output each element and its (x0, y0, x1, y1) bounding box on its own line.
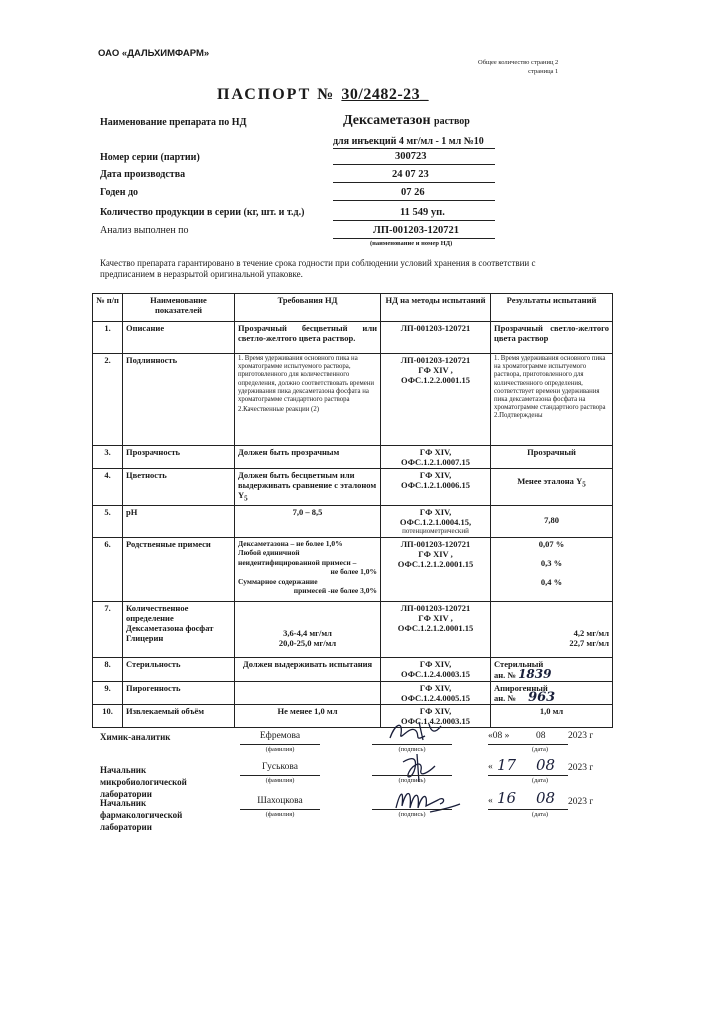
method-line: ГФ XIV, (419, 705, 452, 716)
ph-result: 7,80 (544, 514, 559, 525)
row-num: 10. (93, 704, 123, 727)
sig-date-month: 08 (536, 756, 556, 774)
table-row (93, 354, 613, 446)
method-line: ГФ XIV, (419, 470, 452, 480)
total-pages: Общее количество страниц 2 (478, 59, 559, 66)
color-result: Менее эталона (517, 476, 574, 486)
sig-date-day-hand: 17 (497, 756, 517, 774)
row-result: 1,0 мл (491, 704, 613, 727)
method-line: ОФС.1.2.4.0003.15 (400, 668, 471, 679)
row-name: Извлекаемый объём (123, 704, 235, 727)
document-title: ПАСПОРТ № 30/2482-23_ (217, 86, 429, 103)
header-results: Результаты испытаний (491, 294, 613, 322)
batch-label: Номер серии (партии) (100, 152, 200, 163)
method-line: ЛП-001203-120721 (400, 355, 471, 365)
method-line: ГФ XIV , (418, 365, 453, 375)
identity-result-1: 1. Время удерживания основного пика на хроматограмме испытуемого раствора, приготовленного для количественного определения, соответствует времени удерживания пика дексаметазона фосфата на хроматограмме стандартного раствора (494, 355, 606, 412)
row-name: Стерильность (123, 657, 235, 681)
page-count (478, 58, 558, 76)
row-result (491, 537, 613, 601)
drug-form: раствор (434, 116, 470, 127)
row-num: 5. (93, 505, 123, 537)
impurity-result-1: 0,07 % (538, 538, 565, 549)
row-result (491, 657, 613, 681)
row-method (381, 657, 491, 681)
method-line: ОФС.1.4.2.0003.15 (400, 715, 471, 726)
method-line: ОФС.1.2.1.0004.15, (399, 516, 472, 527)
table-row (93, 601, 613, 657)
pyrogen-analysis-number: 963 (528, 689, 556, 705)
sig-name-micro: Гуськова (262, 762, 298, 772)
impurity-req-3: не более 1,0% (330, 567, 377, 577)
sig-date-day: «08 » (488, 731, 510, 741)
row-num: 6. (93, 537, 123, 601)
method-line: ГФ XIV, (419, 447, 452, 457)
method-line: ОФС.1.2.4.0005.15 (400, 692, 471, 703)
sig-date-caption: (дата) (531, 746, 549, 753)
assay-name-2: Дексаметазона фосфат (126, 622, 214, 633)
color-standard-index: 5 (244, 494, 248, 503)
assay-result-1: 4,2 мг/мл (573, 627, 609, 638)
color-standard: Y (238, 490, 245, 500)
color-req: Должен быть бесцветным или выдерживать сравнение с эталоном (238, 470, 377, 490)
header-requirements: Требования НД (235, 294, 381, 322)
row-result (491, 505, 613, 537)
row-method (381, 505, 491, 537)
title-prefix: ПАСПОРТ № (217, 86, 336, 103)
sig-name-caption: (фамилия) (265, 777, 295, 784)
header-methods: НД на методы испытаний (381, 294, 491, 322)
impurity-req-5: примесей -не более 3,0% (293, 586, 377, 596)
row-req (235, 469, 381, 506)
drug-name (343, 113, 470, 129)
row-req: 7,0 – 8,5 (235, 505, 381, 537)
row-num: 8. (93, 657, 123, 681)
row-num: 7. (93, 601, 123, 657)
manufacture-label: Дата производства (100, 169, 186, 180)
drug-name-text: Дексаметазон (343, 113, 431, 128)
row-req: Должен быть прозрачным (235, 446, 381, 469)
row-num: 4. (93, 469, 123, 506)
row-req (235, 601, 381, 657)
analysis-caption: (наименование и номер НД) (370, 240, 453, 247)
row-result: Прозрачный светло-желтого цвета раствор (491, 322, 613, 354)
identity-req-2: 2.Качественные реакции (2) (238, 406, 319, 414)
pyrogen-analysis-label: ан. № (494, 692, 516, 703)
row-req: Должен выдерживать испытания (235, 657, 381, 681)
quantity-value: 11 549 уп. (400, 207, 445, 218)
method-line: ГФ XIV , (418, 548, 453, 559)
method-line: ГФ XIV, (419, 506, 452, 517)
table-row (93, 446, 613, 469)
assay-req-1: 3,6-4,4 мг/мл (283, 627, 332, 638)
batch-value: 300723 (395, 151, 427, 162)
row-method: ЛП-001203-120721 (381, 322, 491, 354)
row-name: Цветность (123, 469, 235, 506)
impurity-result-2: 0,3 % (540, 557, 563, 568)
row-result: Прозрачный (491, 446, 613, 469)
sig-name-caption: (фамилия) (265, 811, 295, 818)
row-req (235, 354, 381, 446)
method-line: ОФС.1.2.1.2.0001.15 (397, 558, 474, 569)
row-method (381, 469, 491, 506)
sig-sign-caption: (подпись) (398, 746, 426, 753)
row-name (123, 601, 235, 657)
method-line: ЛП-001203-120721 (400, 538, 471, 549)
sig-date-year: 2023 г (568, 763, 594, 773)
row-method (381, 446, 491, 469)
sterility-analysis-number: 1839 (518, 666, 552, 681)
row-result (491, 601, 613, 657)
impurity-req-2: Любой единичной неидентифицированной примеси – (238, 548, 357, 567)
table-row (93, 469, 613, 506)
manufacture-value: 24 07 23 (392, 169, 429, 180)
color-result-index: 5 (582, 480, 586, 489)
sig-role-micro: Начальник микробиологической лаборатории (100, 765, 187, 799)
identity-result-2: 2.Подтверждены (494, 412, 543, 420)
identity-req-1: 1. Время удерживания основного пика на хроматограмме испытуемого раствора, приготовленного для количественного определения, должно соответствовать времени удерживания пика дексаметазона фосфата на хроматограмме стандартного раствора (238, 355, 375, 404)
pyrogen-result: Апирогенный (494, 682, 548, 693)
current-page: страница 1 (528, 68, 559, 75)
row-num: 1. (93, 322, 123, 354)
row-result (491, 469, 613, 506)
sig-date-day: « (488, 796, 493, 806)
sig-date-month: 08 (536, 731, 546, 741)
row-req: Прозрачный бесцветный или светло-желтого цвета раствор. (235, 322, 381, 354)
test-results-table (92, 293, 613, 728)
passport-number: 30/2482-23 (341, 86, 421, 103)
impurity-req-1: Дексаметазона – не более 1,0% (238, 538, 343, 548)
header-num: № п/п (93, 294, 123, 322)
sig-name-pharm: Шахоцкова (257, 796, 303, 806)
row-req (235, 681, 381, 704)
row-method (381, 354, 491, 446)
color-result-standard: Y (576, 476, 583, 486)
sig-date-year: 2023 г (568, 797, 594, 807)
drug-label: Наименование препарата по НД (100, 117, 247, 128)
row-name: Описание (123, 322, 235, 354)
sig-date-day-hand: 16 (497, 789, 517, 807)
row-num: 9. (93, 681, 123, 704)
row-result (491, 354, 613, 446)
row-req (235, 537, 381, 601)
row-result (491, 681, 613, 704)
method-line: потенциометрический (402, 526, 469, 535)
table-row (93, 681, 613, 704)
sig-date-day: « (488, 762, 493, 772)
sig-role-pharm: Начальник фармакологической лаборатории (100, 798, 183, 832)
table-row (93, 537, 613, 601)
method-line: ГФ XIV, (419, 658, 452, 669)
sig-date-caption: (дата) (531, 811, 549, 818)
sterility-result: Стерильный (494, 658, 544, 669)
sterility-analysis-label: ан. № (494, 669, 516, 680)
method-line: ОФС.1.2.2.0001.15 (400, 375, 471, 385)
table-row (93, 505, 613, 537)
method-line: ГФ XIV, (419, 682, 452, 693)
sig-name-caption: (фамилия) (265, 746, 295, 753)
method-line: ЛП-001203-120721 (400, 602, 471, 613)
assay-req-2: 20,0-25,0 мг/мл (278, 637, 337, 648)
signature-chemist (385, 716, 445, 746)
sig-role-chemist: Химик-аналитик (100, 732, 171, 742)
sig-sign-caption: (подпись) (398, 811, 426, 818)
sig-date-year: 2023 г (568, 731, 594, 741)
row-name: Пирогенность (123, 681, 235, 704)
method-line: ГФ XIV , (418, 612, 453, 623)
row-method (381, 681, 491, 704)
method-line: ОФС.1.2.1.0006.15 (400, 480, 471, 490)
company-name: ОАО «ДАЛЬХИМФАРМ» (98, 48, 210, 59)
expiry-value: 07 26 (401, 187, 425, 198)
row-name: Подлинность (123, 354, 235, 446)
row-method (381, 537, 491, 601)
assay-name-1: Количественное определение (126, 602, 189, 623)
guarantee-text: Качество препарата гарантировано в течение срока годности при соблюдении условий хранения в соответствии с предписанием в неразрытой оригинальной упаковке. (100, 258, 536, 279)
assay-result-2: 22,7 мг/мл (569, 637, 609, 648)
analysis-value: ЛП-001203-120721 (373, 225, 459, 236)
row-name: Родственные примеси (123, 537, 235, 601)
row-num: 2. (93, 354, 123, 446)
table-row (93, 704, 613, 727)
sig-date-month: 08 (536, 789, 556, 807)
impurity-req-4: Суммарное содержание (238, 576, 318, 586)
method-line: ОФС.1.2.1.0007.15 (400, 457, 471, 467)
row-req: Не менее 1,0 мл (235, 704, 381, 727)
table-row (93, 657, 613, 681)
assay-name-3: Глицерин (126, 632, 164, 643)
impurity-result-3: 0,4 % (540, 576, 563, 587)
header-name: Наименование показателей (123, 294, 235, 322)
row-num: 3. (93, 446, 123, 469)
drug-details: для инъекций 4 мг/мл - 1 мл №10 (333, 136, 484, 147)
row-method (381, 601, 491, 657)
row-name: Прозрачность (123, 446, 235, 469)
analysis-label: Анализ выполнен по (100, 225, 189, 236)
sig-date-caption: (дата) (531, 777, 549, 784)
sig-name-chemist: Ефремова (259, 731, 301, 741)
row-name: pH (123, 505, 235, 537)
expiry-label: Годен до (100, 187, 139, 198)
sig-sign-caption: (подпись) (398, 777, 426, 784)
method-line: ОФС.1.2.1.2.0001.15 (397, 622, 474, 633)
quantity-label: Количество продукции в серии (кг, шт. и т.д.) (100, 207, 305, 218)
table-row (93, 322, 613, 354)
